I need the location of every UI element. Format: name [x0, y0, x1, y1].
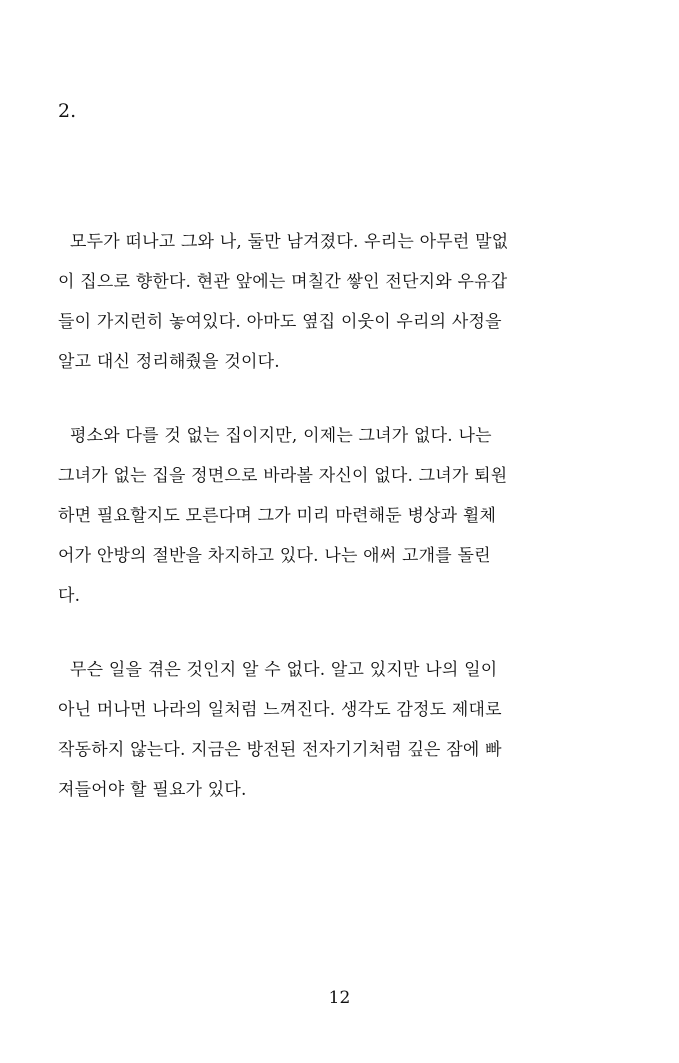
paragraph-3 — [58, 650, 564, 810]
text-line: 평소와 다를 것 없는 집이지만, 이제는 그녀가 없다. 나는 — [70, 426, 492, 446]
text-line: 모두가 떠나고 그와 나, 둘만 남겨졌다. 우리는 아무런 말없 — [70, 232, 509, 252]
text-line: 져들어야 할 필요가 있다. — [58, 780, 247, 800]
text-line: 다. — [58, 586, 81, 606]
text-line: 하면 필요할지도 모른다며 그가 미리 마련해둔 병상과 휠체 — [58, 506, 497, 526]
text-line: 그녀가 없는 집을 정면으로 바라볼 자신이 없다. 그녀가 퇴원 — [58, 466, 508, 486]
text-line: 이 집으로 향한다. 현관 앞에는 며칠간 쌓인 전단지와 우유갑 — [58, 272, 508, 292]
text-line: 들이 가지런히 놓여있다. 아마도 옆집 이웃이 우리의 사정을 — [58, 312, 502, 332]
page-number: 12 — [328, 988, 351, 1008]
paragraph-1 — [58, 222, 564, 382]
text-line: 작동하지 않는다. 지금은 방전된 전자기기처럼 깊은 잠에 빠 — [58, 740, 502, 760]
text-line: 아닌 머나먼 나라의 일처럼 느껴진다. 생각도 감정도 제대로 — [58, 700, 502, 720]
chapter-number: 2. — [58, 100, 77, 122]
text-line: 알고 대신 정리해줬을 것이다. — [58, 352, 280, 372]
text-line: 어가 안방의 절반을 차지하고 있다. 나는 애써 고개를 돌린 — [58, 546, 491, 566]
paragraph-2 — [58, 416, 564, 616]
body-text — [58, 222, 564, 844]
text-line: 무슨 일을 겪은 것인지 알 수 없다. 알고 있지만 나의 일이 — [70, 660, 498, 680]
